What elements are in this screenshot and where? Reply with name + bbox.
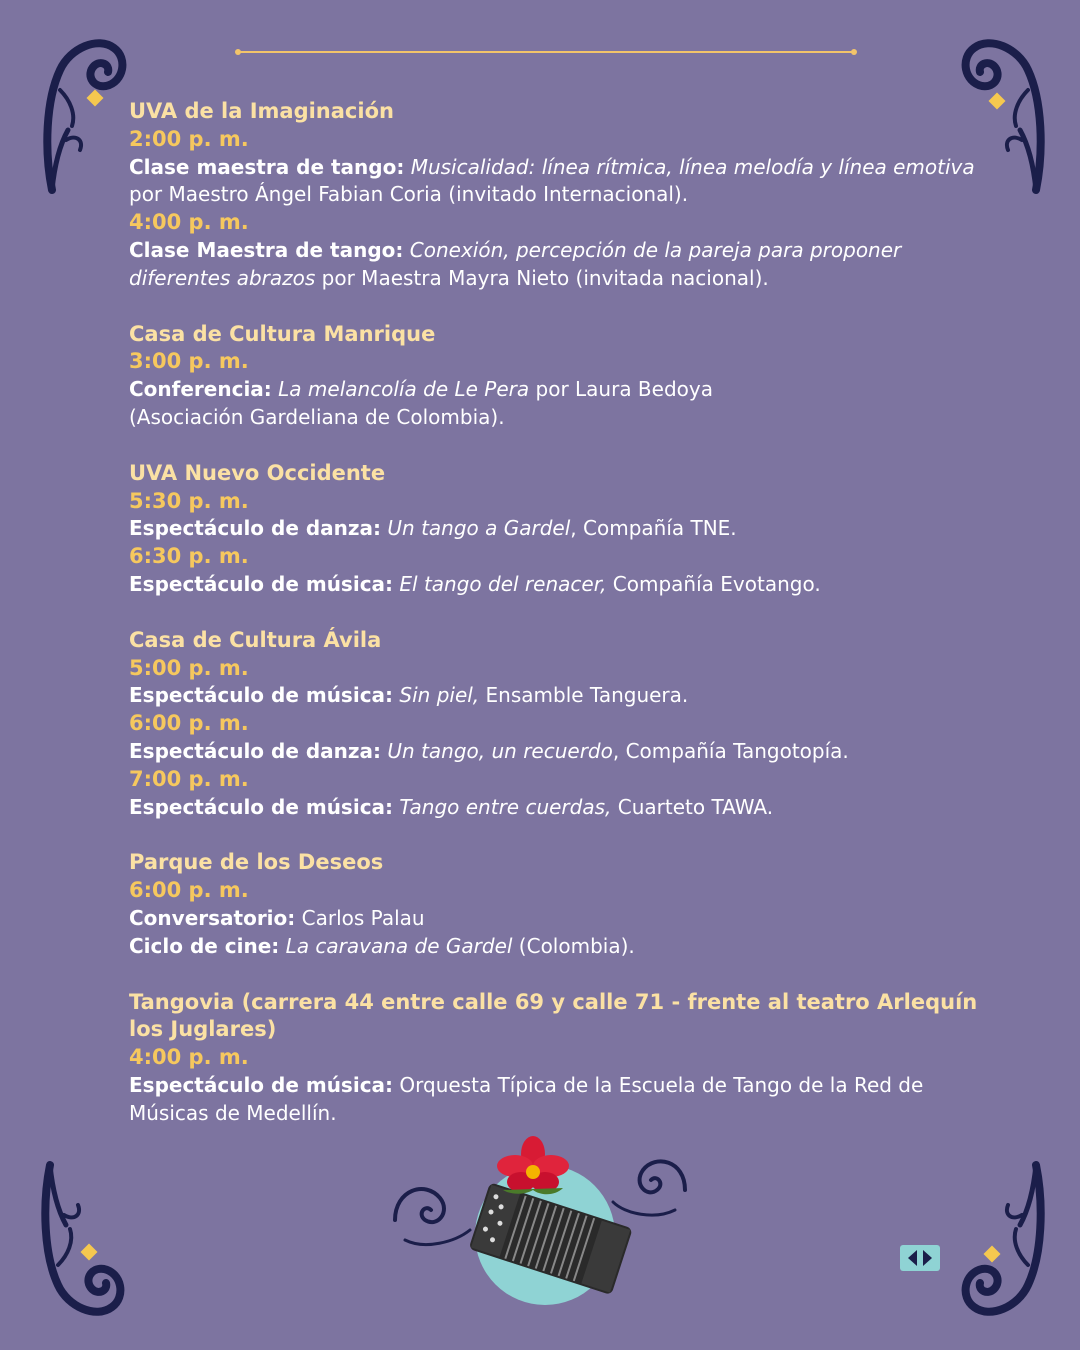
arrows-glyph-icon bbox=[900, 1245, 940, 1271]
event-time: 6:00 p. m. bbox=[129, 711, 249, 736]
event-detail: Compañía Evotango. bbox=[606, 571, 821, 596]
venue-block bbox=[129, 460, 989, 599]
event-time: 6:30 p. m. bbox=[129, 544, 249, 569]
event-type-label: Clase Maestra de tango: bbox=[129, 237, 404, 262]
event-description bbox=[129, 738, 989, 766]
event-description bbox=[129, 1072, 989, 1128]
venue-title: Tangovia (carrera 44 entre calle 69 y calle 71 - frente al teatro Arlequín los Juglares) bbox=[129, 989, 978, 1042]
event-time: 2:00 p. m. bbox=[129, 126, 249, 151]
event-type-label: Conferencia: bbox=[129, 377, 272, 402]
venue-title: Parque de los Deseos bbox=[129, 850, 384, 875]
venue-block bbox=[129, 627, 989, 822]
top-divider-line bbox=[238, 51, 854, 53]
event-type-label: Espectáculo de música: bbox=[129, 683, 394, 708]
ornamental-scroll-icon bbox=[38, 1155, 128, 1325]
event-title: Tango entre cuerdas, bbox=[399, 794, 612, 819]
event-title: Un tango, un recuerdo bbox=[387, 738, 613, 763]
event-detail: Carlos Palau bbox=[295, 905, 425, 930]
event-description bbox=[129, 515, 989, 543]
venue-block bbox=[129, 98, 989, 293]
event-type-label: Espectáculo de música: bbox=[129, 794, 394, 819]
event-type-label: Conversatorio: bbox=[129, 905, 296, 930]
event-detail: , Compañía TNE. bbox=[570, 516, 737, 541]
event-detail: Cuarteto TAWA. bbox=[611, 794, 774, 819]
event-type-label: Clase maestra de tango: bbox=[129, 154, 405, 179]
ornamental-scroll-icon bbox=[958, 1155, 1048, 1325]
event-detail: por Maestra Mayra Nieto (invitada nacional). bbox=[315, 265, 769, 290]
event-type-label: Ciclo de cine: bbox=[129, 933, 280, 958]
event-type-label: Espectáculo de danza: bbox=[129, 516, 382, 541]
venue-title: UVA de la Imaginación bbox=[129, 99, 394, 123]
event-title: Sin piel, bbox=[399, 683, 480, 708]
event-type-label: Espectáculo de música: bbox=[129, 1072, 394, 1097]
venue-block bbox=[129, 321, 989, 432]
event-description bbox=[129, 933, 989, 961]
event-type-label: Espectáculo de danza: bbox=[129, 738, 382, 763]
event-description bbox=[129, 682, 989, 710]
venue-block bbox=[129, 989, 989, 1128]
bandoneon-with-flower-icon bbox=[385, 1130, 695, 1310]
event-title: La caravana de Gardel bbox=[285, 933, 513, 958]
left-right-arrows-icon[interactable] bbox=[900, 1245, 940, 1271]
venue-block bbox=[129, 849, 989, 960]
event-time: 5:00 p. m. bbox=[129, 655, 249, 680]
event-type-label: Espectáculo de música: bbox=[129, 571, 394, 596]
schedule-content bbox=[129, 98, 989, 1156]
event-time: 4:00 p. m. bbox=[129, 1045, 249, 1070]
event-time: 4:00 p. m. bbox=[129, 210, 249, 235]
event-time: 3:00 p. m. bbox=[129, 349, 249, 374]
event-description bbox=[129, 571, 989, 599]
event-description bbox=[129, 376, 989, 404]
event-detail: , Compañía Tangotopía. bbox=[612, 738, 849, 763]
venue-title: UVA Nuevo Occidente bbox=[129, 460, 386, 485]
event-detail: Ensamble Tanguera. bbox=[479, 683, 689, 708]
event-time: 5:30 p. m. bbox=[129, 488, 249, 513]
event-title: Musicalidad: línea rítmica, línea melodía y línea emotiva bbox=[410, 154, 975, 179]
event-detail: por Laura Bedoya bbox=[529, 377, 713, 402]
venue-title: Casa de Cultura Manrique bbox=[129, 321, 436, 346]
event-time: 6:00 p. m. bbox=[129, 878, 249, 903]
venue-title: Casa de Cultura Ávila bbox=[129, 627, 382, 652]
event-description bbox=[129, 237, 989, 293]
event-detail: (Colombia). bbox=[512, 933, 635, 958]
event-organization: (Asociación Gardeliana de Colombia). bbox=[129, 404, 505, 429]
event-description bbox=[129, 905, 989, 933]
event-title: Un tango a Gardel bbox=[387, 516, 571, 541]
event-description bbox=[129, 154, 989, 210]
event-title: El tango del renacer, bbox=[399, 571, 607, 596]
event-detail: Orquesta Típica de la Escuela de Tango de la Red de Músicas de Medellín. bbox=[129, 1072, 924, 1125]
ornamental-scroll-icon bbox=[40, 30, 130, 200]
event-description bbox=[129, 794, 989, 822]
event-title: Conexión, percepción de la pareja para proponer diferentes abrazos bbox=[129, 237, 902, 290]
event-time: 7:00 p. m. bbox=[129, 766, 249, 791]
event-title: La melancolía de Le Pera bbox=[278, 377, 530, 402]
event-detail: por Maestro Ángel Fabian Coria (invitado Internacional). bbox=[129, 182, 689, 207]
